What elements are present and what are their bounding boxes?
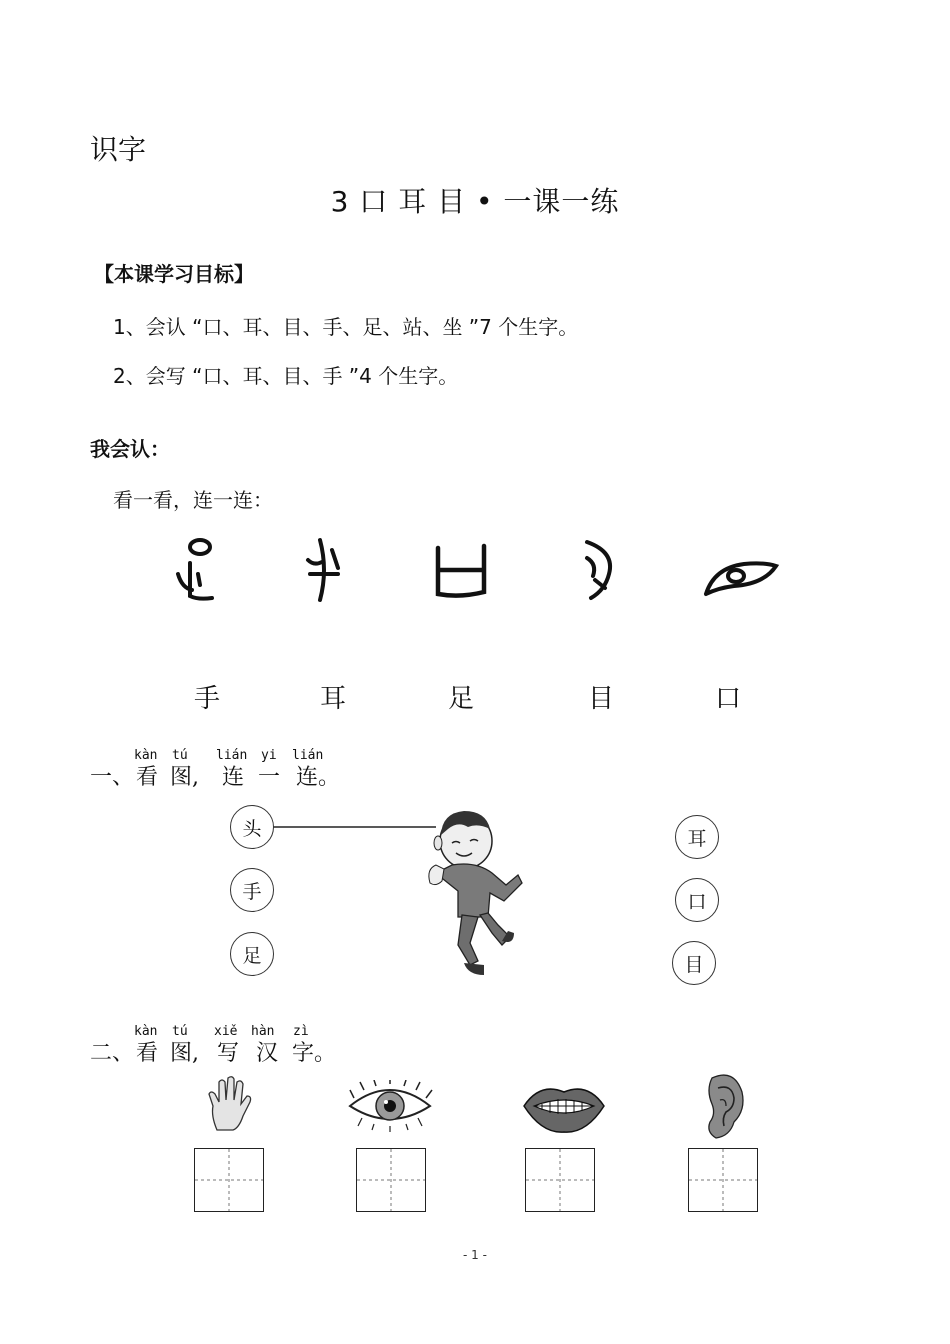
exercise1-prefix: 一、 — [90, 765, 135, 790]
label-circle-er[interactable]: 耳 — [675, 815, 719, 859]
pinyin: tú — [172, 1024, 188, 1039]
goal-item-1: 1、会认 “口、耳、目、手、足、站、坐 ”7 个生字。 — [113, 315, 579, 339]
lesson-title: 3 口 耳 目 • 一课一练 — [330, 185, 620, 218]
mouth-icon — [520, 1080, 608, 1136]
pinyin: lián — [292, 748, 324, 763]
writing-grid-1[interactable] — [194, 1148, 264, 1212]
hand-icon — [205, 1072, 257, 1134]
pinyin: kàn — [134, 1024, 158, 1039]
match-char-er: 耳 — [319, 684, 346, 714]
goal-item-2: 2、会写 “口、耳、目、手 ”4 个生字。 — [113, 364, 459, 388]
writing-grid-3[interactable] — [525, 1148, 595, 1212]
hanzi: 看 — [136, 1041, 159, 1066]
goals-heading: 【本课学习目标】 — [94, 262, 254, 286]
exercise1-title — [90, 748, 390, 790]
exercise2-title — [90, 1024, 390, 1066]
writing-grid-2[interactable] — [356, 1148, 426, 1212]
ancient-zu-glyph — [170, 530, 230, 610]
match-char-shou: 手 — [193, 684, 220, 714]
pinyin: yi — [261, 748, 277, 763]
recognize-heading: 我会认： — [90, 437, 170, 461]
recognize-instruction: 看一看，连一连： — [113, 488, 273, 512]
unit-label: 识字 — [90, 133, 147, 166]
ear-icon — [700, 1070, 748, 1142]
label-circle-tou[interactable]: 头 — [230, 805, 274, 849]
ancient-er-glyph — [575, 530, 625, 610]
label-circle-kou[interactable]: 口 — [675, 878, 719, 922]
match-char-kou: 口 — [714, 684, 741, 714]
pinyin: zì — [293, 1024, 309, 1039]
connector-line — [270, 818, 440, 838]
boy-figure — [418, 805, 538, 985]
ancient-kou-glyph — [430, 530, 492, 610]
hanzi: 汉 — [256, 1041, 279, 1066]
hanzi: 连。 — [296, 765, 341, 790]
match-char-zu: 足 — [447, 684, 474, 714]
hanzi: 连 — [222, 765, 245, 790]
label-circle-zu[interactable]: 足 — [230, 932, 274, 976]
eye-icon — [346, 1080, 434, 1132]
pinyin: hàn — [251, 1024, 275, 1039]
pinyin: tú — [172, 748, 188, 763]
hanzi: 写 — [217, 1041, 240, 1066]
hanzi: 图, — [170, 765, 199, 790]
hanzi: 字。 — [292, 1041, 337, 1066]
ancient-mu-glyph — [700, 530, 780, 610]
writing-grid-4[interactable] — [688, 1148, 758, 1212]
label-circle-mu[interactable]: 目 — [672, 941, 716, 985]
exercise2-prefix: 二、 — [90, 1041, 135, 1066]
pinyin: xiě — [214, 1024, 238, 1039]
pinyin: kàn — [134, 748, 158, 763]
page-number: - 1 - — [463, 1248, 487, 1262]
match-char-mu: 目 — [587, 684, 614, 714]
ancient-shou-glyph — [300, 530, 350, 610]
hanzi: 看 — [136, 765, 159, 790]
hanzi: 一 — [258, 765, 281, 790]
label-circle-shou[interactable]: 手 — [230, 868, 274, 912]
pinyin: lián — [216, 748, 248, 763]
hanzi: 图, — [170, 1041, 199, 1066]
